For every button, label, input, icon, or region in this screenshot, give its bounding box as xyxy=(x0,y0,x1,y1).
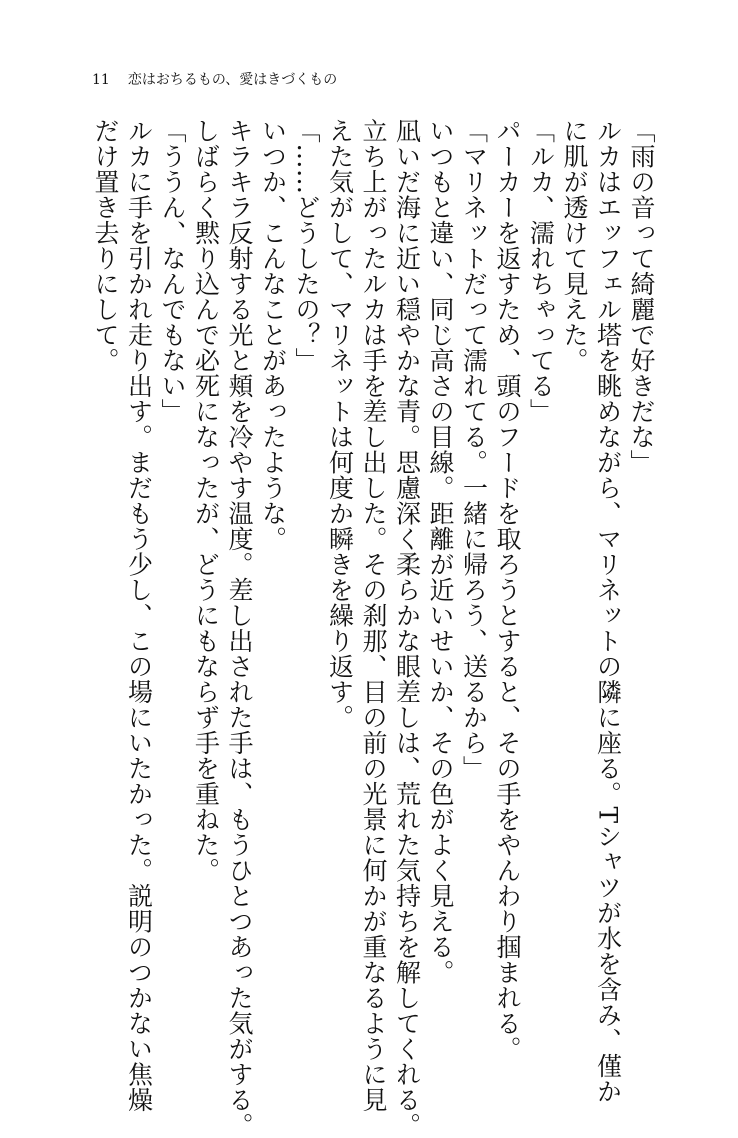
text-line: に肌が透けて見えた。 xyxy=(560,118,589,373)
text-line: 「マリネットだって濡れてる。一緒に帰ろう、送るから」 xyxy=(459,118,489,781)
text-line: キラキラ反射する光と頬を冷やす温度。差し出された手は、もうひとつあった気がする。 xyxy=(225,118,254,1138)
text-line: いつもと違い、同じ高さの目線。距離が近いせいか、その色がよく見える。 xyxy=(426,118,455,985)
text-line: 立ち上がったルカは手を差し出した。その刹那、目の前の光景に何かが重なるように見 xyxy=(359,118,388,1113)
page-number: 11 xyxy=(92,72,110,88)
text-line: しばらく黙り込んで必死になったが、どうにもならず手を重ねた。 xyxy=(191,118,221,883)
text-line: ルカはエッフェル塔を眺めながら、マリネットの隣に座る。Tシャツが水を含み、僅か xyxy=(593,118,623,1105)
text-line: いつか、こんなことがあったような。 xyxy=(258,118,288,552)
page-header xyxy=(92,72,337,88)
running-title: 恋はおちるもの、愛はきづくもの xyxy=(127,72,338,88)
text-line: ルカに手を引かれ走り出す。まだもう少し、この場にいたかった。説明のつかない焦燥 xyxy=(124,118,154,1113)
text-line: 凪いだ海に近い穏やかな青。思慮深く柔らかな眼差しは、荒れた気持ちを解してくれる。 xyxy=(392,118,422,1138)
text-line: だけ置き去りにして。 xyxy=(91,118,120,373)
body-text xyxy=(89,118,659,1138)
text-line: えた気がして、マリネットは何度か瞬きを繰り返す。 xyxy=(325,118,355,730)
text-line: 「ルカ、濡れちゃってる」 xyxy=(526,118,556,424)
text-line: パーカーを返すため、頭のフードを取ろうとすると、その手をやんわり掴まれる。 xyxy=(493,118,522,1062)
text-line: 「ううん、なんでもない」 xyxy=(158,118,187,424)
text-line: 「……どうしたの？」 xyxy=(292,118,321,373)
text-line: 「雨の音って綺麗で好きだな」 xyxy=(627,118,656,475)
